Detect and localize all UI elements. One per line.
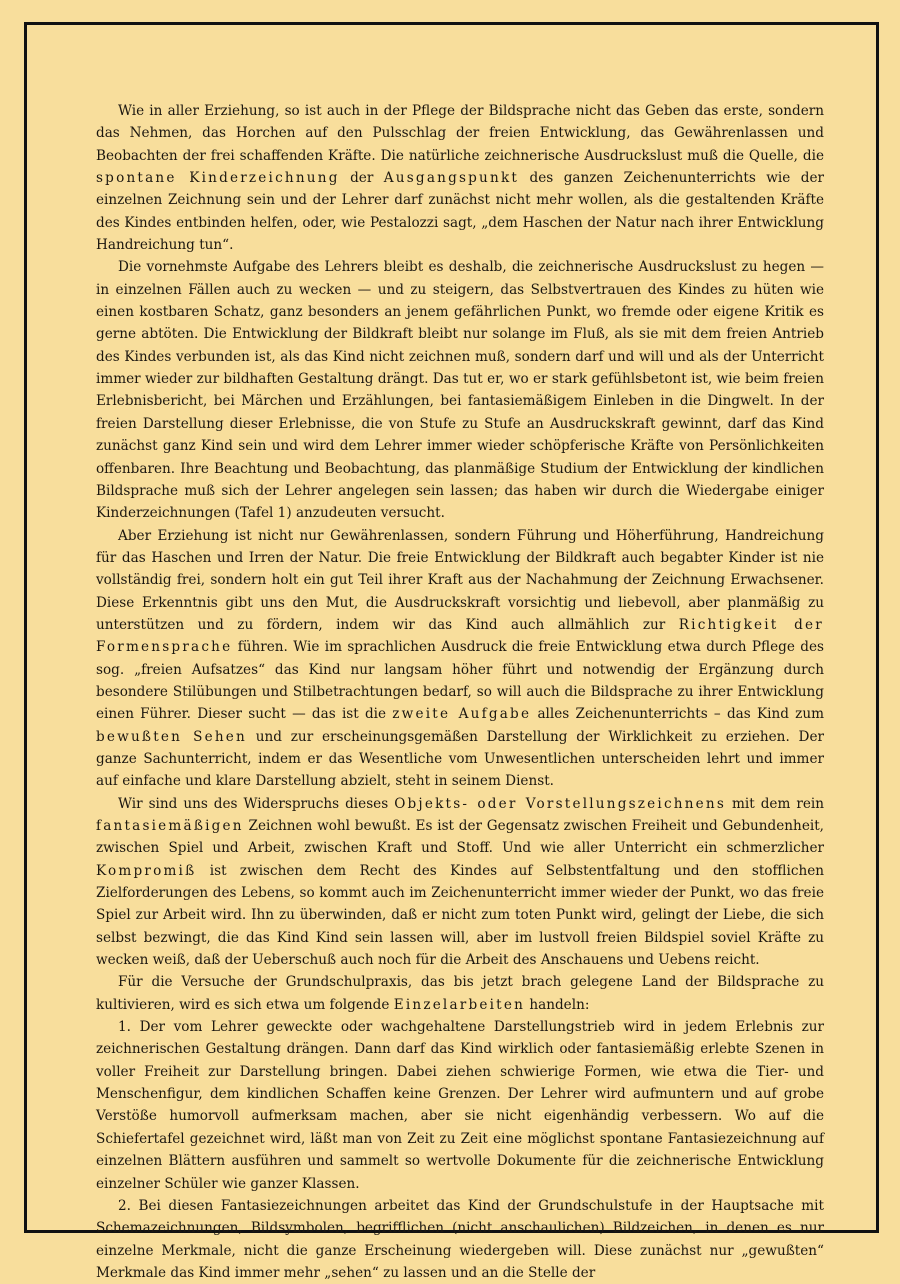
paragraph	[96, 1195, 824, 1284]
paragraph	[96, 100, 824, 256]
text-run: und zur erscheinungsgemäßen Darstellung der Wirklichkeit zu erziehen. Der ganze Sachunterricht, indem er das Wesentliche vom Unwesentlichen unterscheiden lehrt und immer auf einfache und klare Darstellung abzielt, steht in seinem Dienst.	[96, 728, 824, 790]
page-text	[96, 100, 824, 1284]
text-run: ist zwischen dem Recht des Kindes auf Selbstentfaltung und den stofflichen Zielforderungen des Lebens, so kommt auch im Zeichenunterricht immer wieder der Punkt, wo das freie Spiel zur Arbeit wird. Ihn zu überwinden, daß er nicht zum toten Punkt wird, gelingt der Liebe, die sich selbst bezwingt, die das Kind Kind sein lassen will, aber im lustvoll freien Bildspiel soviel Kräfte zu wecken weiß, daß der Ueberschuß auch noch für die Arbeit des Anschauens und Uebens reicht.	[96, 862, 824, 969]
text-run: Wie in aller Erziehung, so ist auch in der Pflege der Bildsprache nicht das Geben das erste, sondern das Nehmen, das Horchen auf den Pulsschlag der freien Entwicklung, das Gewährenlassen und Beobachten der frei schaffenden Kräfte. Die natürliche zeichnerische Ausdruckslust muß die Quelle, die	[96, 103, 824, 164]
text-run: alles Zeichenunterrichts – das Kind zum	[531, 706, 824, 723]
spaced-emphasis-text: Richtigkeit der Formensprache	[96, 616, 824, 656]
text-run: Zeichnen wohl bewußt. Es ist der Gegensatz zwischen Freiheit und Gebundenheit, zwischen Spiel und Arbeit, zwischen Kraft und Stoff. Und wie aller Unterricht ein schmerzlicher	[96, 818, 824, 857]
spaced-emphasis-text: Kompromiß	[96, 862, 197, 879]
text-run: handeln:	[525, 996, 590, 1013]
spaced-emphasis-text: fantasiemäßigen	[96, 818, 244, 834]
text-run: Die vornehmste Aufgabe des Lehrers bleibt es deshalb, die zeichnerische Ausdruckslust zu hegen — in einzelnen Fällen auch zu wecken — und zu steigern, das Selbstvertrauen des Kindes zu hüten wie einen kostbaren Schatz, ganz besonders an jenem gefährlichen Punkt, wo fremde oder eigene Kritik es gerne abtöten. Die Entwicklung der Bildkraft bleibt nur solange im Fluß, als sie mit dem freien Antrieb des Kindes verbunden ist, als das Kind nicht zeichnen muß, sondern darf und will und als der Unterricht immer wieder zur bildhaften Gestaltung drängt. Das tut er, wo er stark gefühlsbetont ist, wie beim freien Erlebnisbericht, bei Märchen und Erzählungen, bei fantasiemäßigem Einleben in die Dingwelt. In der freien Darstellung dieser Erlebnisse, die von Stufe zu Stufe an Ausdruckskraft gewinnt, darf das Kind zunächst ganz Kind sein und wird dem Lehrer immer wieder schöpferische Kräfte von Persönlichkeiten offenbaren. Ihre Beachtung und Beobachtung, das planmäßige Studium der Entwicklung der kindlichen Bildsprache muß sich der Lehrer angelegen sein lassen; das haben wir durch die Wiedergabe einiger Kinderzeichnungen (Tafel 1) anzudeuten versucht.	[96, 259, 824, 522]
paragraph	[96, 1016, 824, 1195]
paragraph	[96, 793, 824, 972]
paragraph	[96, 971, 824, 1016]
text-run: mit dem rein	[726, 795, 824, 812]
text-run: 1. Der vom Lehrer geweckte oder wachgehaltene Darstellungstrieb wird in jedem Erlebnis zur zeichnerischen Gestaltung drängen. Dann darf das Kind wirklich oder fantasiemäßig erlebte Szenen in voller Freiheit zur Darstellung bringen. Dabei ziehen schwierige Formen, wie etwa die Tier- und Menschenfigur, dem kindlichen Schaffen keine Grenzen. Der Lehrer wird aufmuntern und auf grobe Verstöße humorvoll aufmerksam machen, aber sie nicht eigenhändig verbessern. Wo auf die Schiefertafel gezeichnet wird, läßt man von Zeit zu Zeit eine möglichst spontane Fantasiezeichnung auf einzelnen Blättern ausführen und sammelt so wertvolle Dokumente für die zeichnerische Entwicklung einzelner Schüler wie ganzer Klassen.	[96, 1019, 824, 1192]
text-run: 2. Bei diesen Fantasiezeichnungen arbeitet das Kind der Grundschulstufe in der Hauptsache mit Schemazeichnungen, Bildsymbolen, begrifflichen (nicht anschaulichen) Bildzeichen, in denen es nur einzelne Merkmale, nicht die ganze Erscheinung wiedergeben will. Diese zunächst nur „gewußten“ Merkmale das Kind immer mehr „sehen“ zu lassen und an die Stelle der	[96, 1197, 824, 1281]
spaced-emphasis-text: Objekts- oder Vorstellungszeichnens	[394, 795, 727, 812]
text-run: Wir sind uns des Widerspruchs dieses	[118, 795, 395, 812]
text-run: führen. Wie im sprachlichen Ausdruck die freie Entwicklung etwa durch Pflege des sog. „freien Aufsatzes“ das Kind nur langsam höher führt und notwendig der Ergänzung durch besondere Stilübungen und Stilbetrachtungen bedarf, so will auch die Bildsprache zu ihrer Entwicklung einen Führer. Dieser sucht — das ist die	[96, 639, 824, 723]
paragraph	[96, 525, 824, 793]
spaced-emphasis-text: bewußten Sehen	[96, 728, 247, 745]
text-run: des ganzen Zeichenunterrichts wie der einzelnen Zeichnung sein und der Lehrer darf zunächst nicht mehr wollen, als die gestaltenden Kräfte des Kindes entbinden helfen, oder, wie Pestalozzi sagt, „dem Haschen der Natur nach ihrer Entwicklung Handreichung tun“.	[96, 170, 824, 254]
text-run: der	[339, 170, 384, 187]
spaced-emphasis-text: Einzelarbeiten	[393, 996, 526, 1013]
text-run: Aber Erziehung ist nicht nur Gewährenlassen, sondern Führung und Höherführung, Handreichung für das Haschen und Irren der Natur. Die freie Entwicklung der Bildkraft auch begabter Kinder ist nie vollständig frei, sondern holt ein gut Teil ihrer Kraft aus der Nachahmung der Zeichnung Erwachsener. Diese Erkenntnis gibt uns den Mut, die Ausdruckskraft vorsichtig und liebevoll, aber planmäßig zu unterstützen und zu fördern, indem wir das Kind auch allmählich zur	[96, 527, 824, 633]
spaced-emphasis-text: zweite Aufgabe	[392, 706, 532, 723]
spaced-emphasis-text: spontane Kinderzeichnung	[96, 170, 340, 187]
text-run: Für die Versuche der Grundschulpraxis, das bis jetzt brach gelegene Land der Bildsprache zu kultivieren, wird es sich etwa um folgende	[96, 974, 824, 1013]
paragraph	[96, 256, 824, 524]
spaced-emphasis-text: Ausgangspunkt	[383, 170, 520, 187]
